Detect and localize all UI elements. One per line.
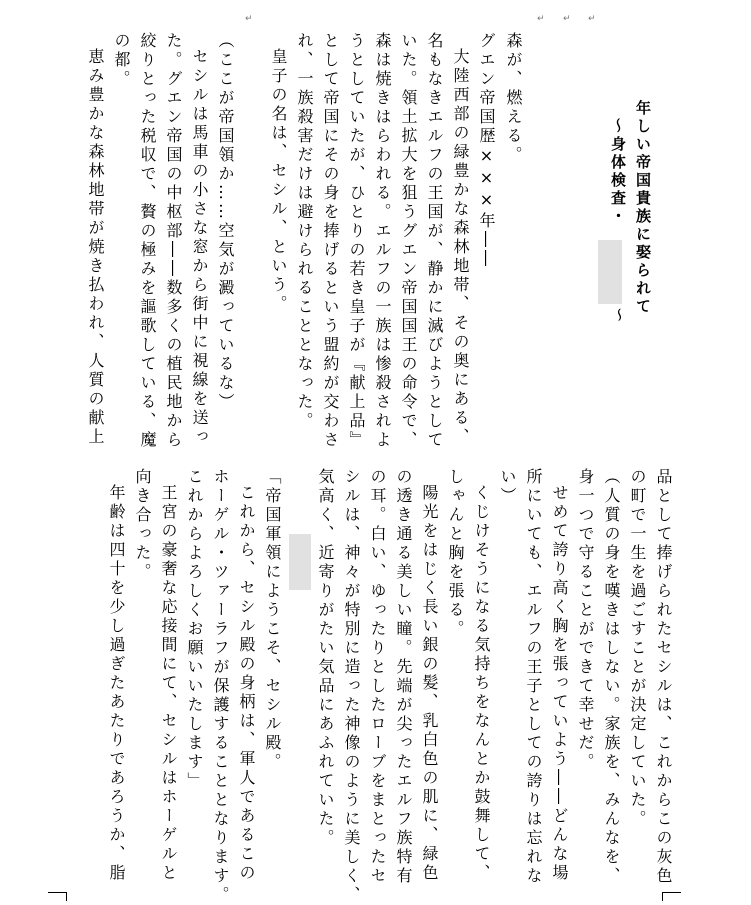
text-line: 向き合った。 [133, 468, 152, 582]
text-line: の耳。白い、ゆったりとしたローブをまとったセ [368, 468, 387, 886]
paragraph-mark: ↵ [588, 14, 596, 24]
text-line: グエン帝国歴×××年―― [477, 32, 496, 269]
text-line: うとしていたが、ひとりの若き皇子が『献上品』 [347, 32, 366, 450]
text-line: 陽光をはじく長い銀の髪、乳白色の肌に、緑色 [420, 484, 439, 883]
text-line: 森は焼きはらわれる。エルフの一族は惨殺されよ [373, 32, 392, 450]
text-line: 「帝国軍領にようこそ、セシル殿。 [263, 468, 282, 772]
text-line: これから、セシル殿の身柄は、軍人であるこの [237, 484, 256, 883]
paragraph-mark: ↵ [537, 14, 545, 24]
text-line: 気高く、近寄りがたい気品にあふれていた。 [316, 468, 335, 848]
redacted-block [289, 534, 311, 590]
chapter-subtitle-end: 〜 [610, 308, 625, 324]
text-line: 大陸西部の緑豊かな森林地帯、その奥にある、 [451, 48, 470, 447]
text-line: れ、一族殺害だけは避けられることとなった。 [295, 32, 314, 431]
text-line: 絞りとった税収で、贅の極みを謳歌している、魔 [138, 32, 157, 450]
text-line: これからよろしくお願いいたします」 [185, 468, 204, 791]
text-line: （人質の身を嘆きはしない。家族を、みんなを、 [602, 468, 621, 886]
text-line: た。グエン帝国の中枢部――数多くの植民地から [164, 32, 183, 450]
text-line: ホーゲル・ツァーラフが保護することとなります。 [211, 468, 230, 905]
text-line: 身一つで守ることができて幸せだ。 [576, 468, 595, 772]
text-line: シルは、神々が特別に造った神像のように美しく、 [342, 468, 361, 905]
subtitle-text: 〜身体検査・ [609, 118, 627, 226]
paragraph-mark: ↵ [563, 14, 571, 24]
text-line: 恵み豊かな森林地帯が焼き払われ、人質の献上 [86, 48, 105, 447]
text-line: 皇子の名は、セシル、という。 [269, 48, 288, 314]
text-line: い） [498, 468, 517, 506]
text-line: いた。領土拡大を狙うグエン帝国国王の命令で、 [399, 32, 418, 450]
text-line: 名もなきエルフの王国が、静かに滅びようとして [425, 32, 444, 450]
text-line: の透き通る美しい瞳。先端が尖ったエルフ族特有 [394, 468, 413, 886]
text-line: せめて誇り高く胸を張っていよう――どんな場 [550, 484, 569, 883]
text-line: 品として捧げられたセシルは、これからこの灰色 [654, 468, 673, 886]
redacted-block [598, 240, 622, 304]
paragraph-mark: ↵ [245, 14, 253, 24]
text-line: の町で一生を過ごすことが決定していた。 [628, 468, 647, 829]
text-line: 年齢は四十を少し過ぎたあたりであろうか、脂 [107, 484, 126, 883]
text-line: （ここが帝国領か……空気が澱っているな） [216, 32, 235, 412]
text-line: 王宮の豪奢な応接間にて、セシルはホーゲルと [159, 484, 178, 883]
text-line: しゃんと胸を張る。 [446, 468, 465, 639]
text-line: セシルは馬車の小さな窓から街中に視線を送っ [190, 48, 209, 447]
text-line: として帝国にその身を捧げるという盟約が交わさ [321, 32, 340, 450]
text-line: くじけそうになる気持ちをなんとか鼓舞して、 [472, 484, 491, 883]
text-line: の都。 [112, 32, 131, 89]
text-line: 所にいても、エルフの王子としての誇りは忘れな [524, 468, 543, 886]
text-line: 森が、燃える。 [504, 32, 523, 165]
chapter-subtitle [608, 118, 629, 226]
chapter-title: 年しい帝国貴族に娶られて [634, 100, 652, 316]
